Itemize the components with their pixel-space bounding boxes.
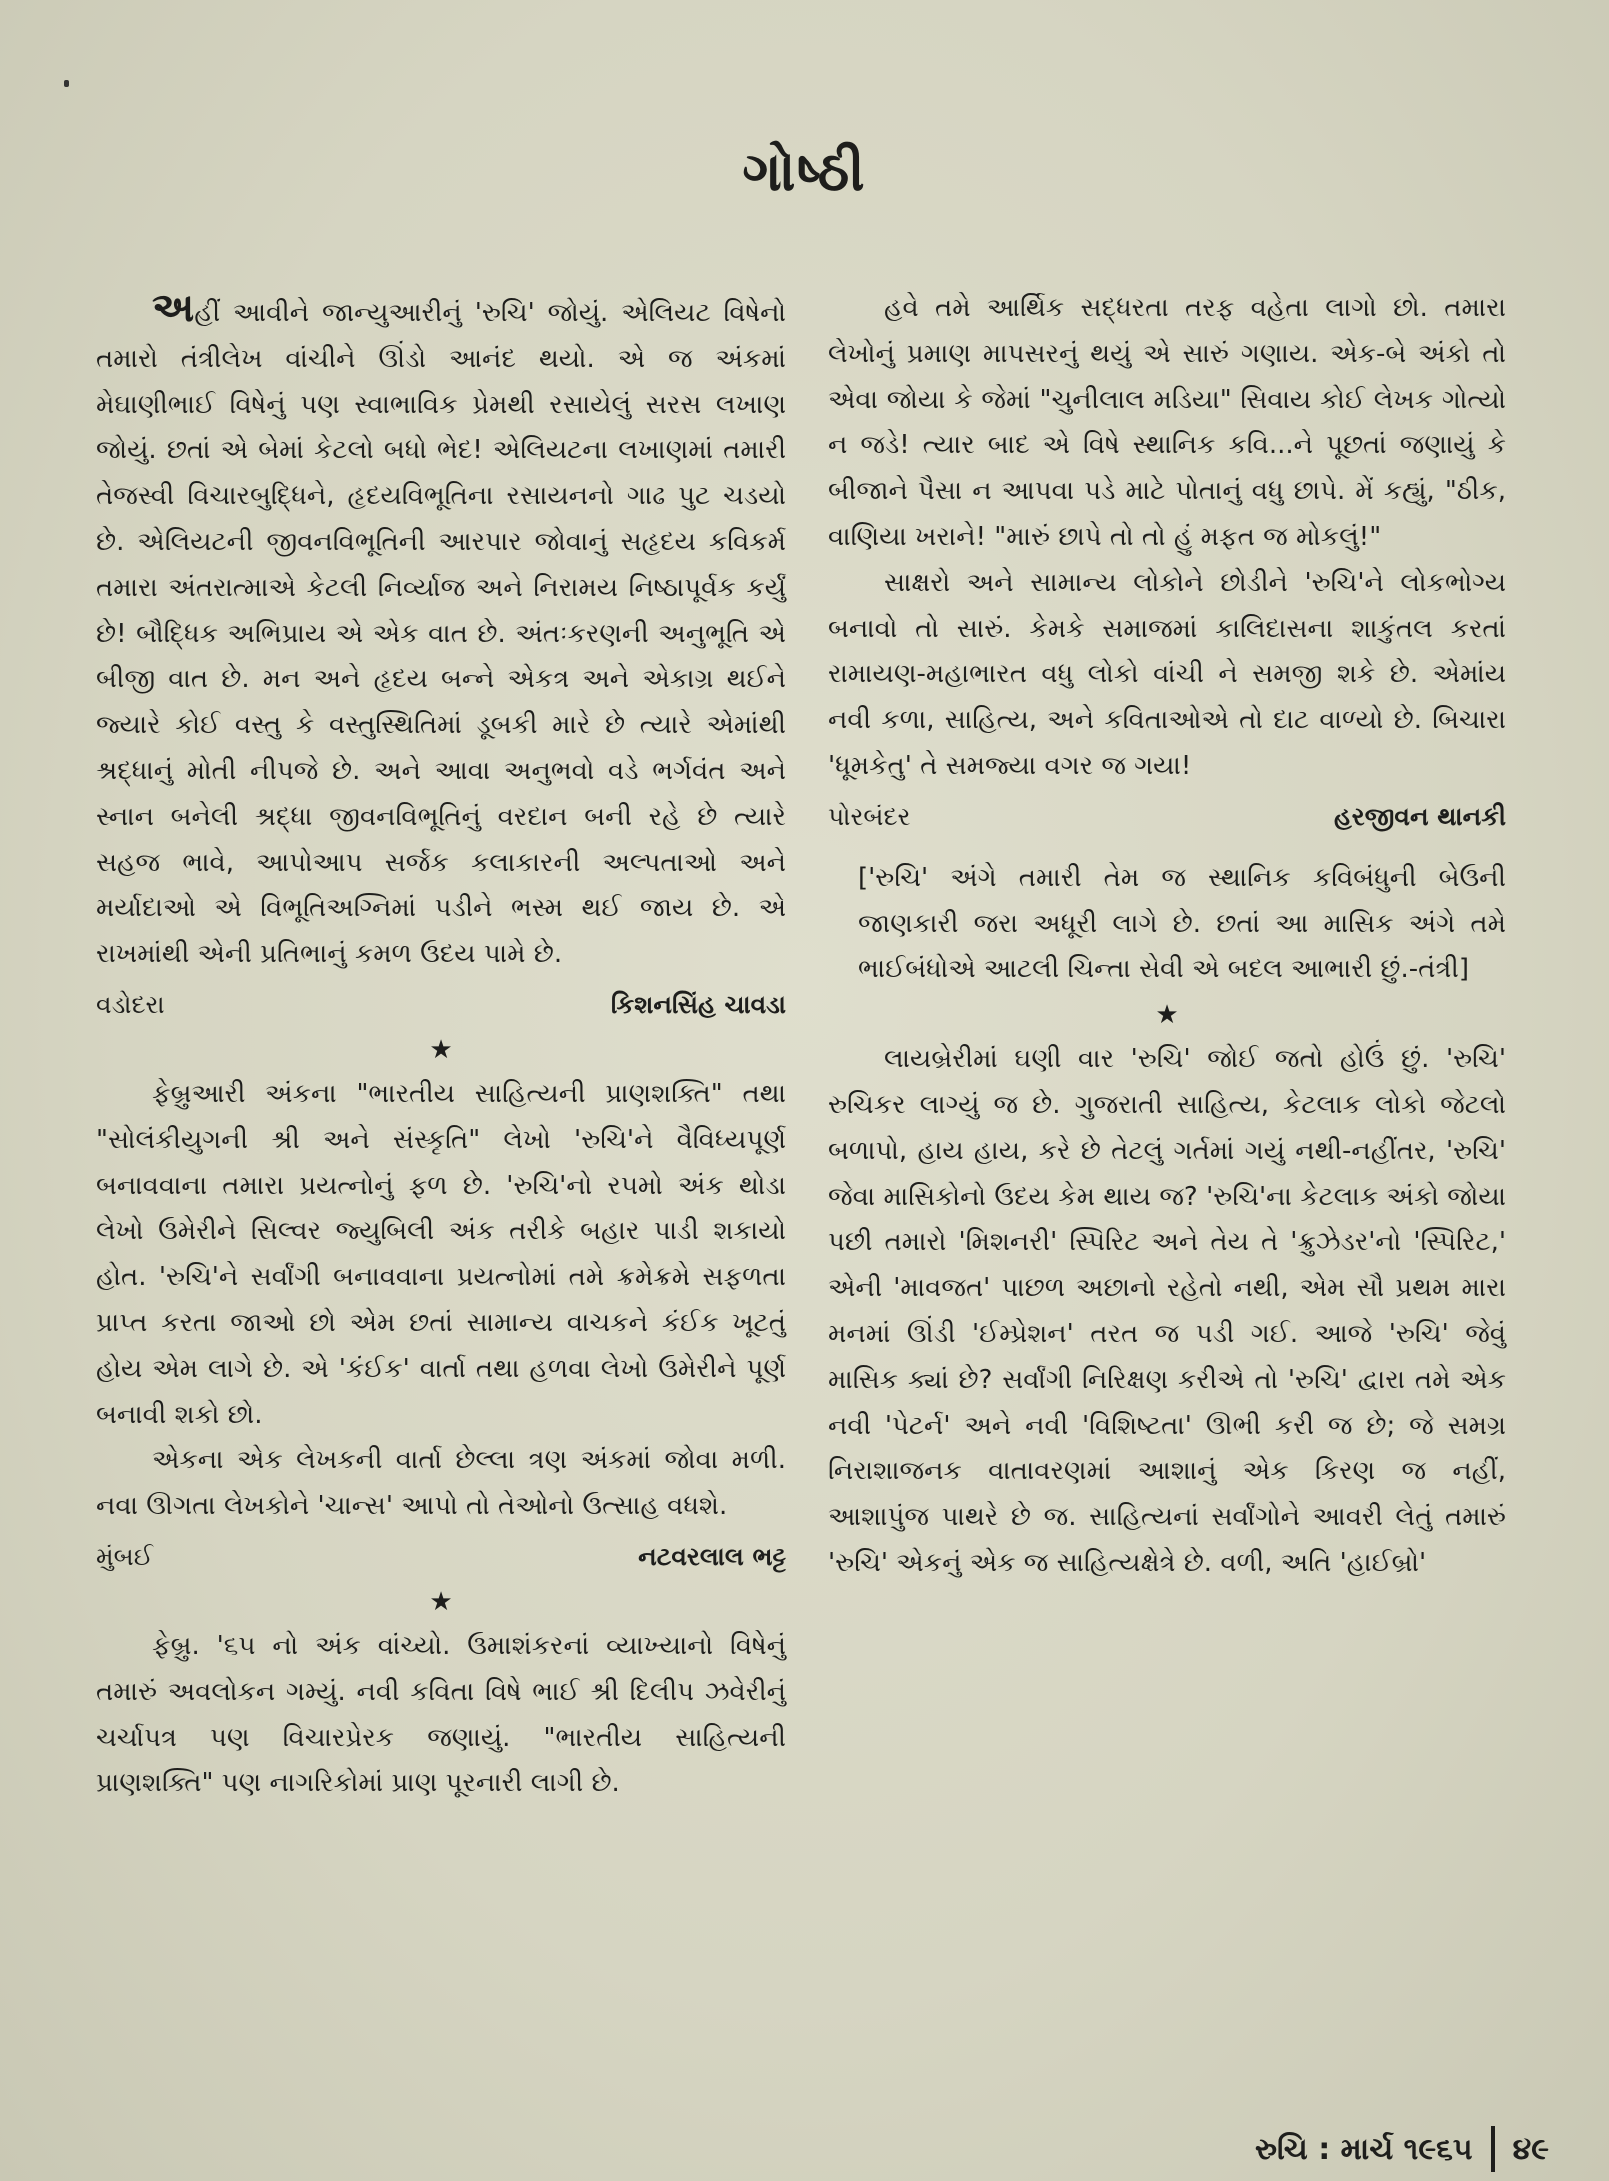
star-separator: ★ bbox=[429, 1586, 453, 1617]
letter-4 bbox=[828, 1037, 1506, 1587]
letter-3-continued bbox=[828, 286, 1506, 840]
letter-place: વડોદરા bbox=[96, 989, 165, 1019]
letter-2 bbox=[96, 1072, 786, 1580]
letter-place: મુંબઈ bbox=[96, 1541, 154, 1571]
letter-paragraph: સાક્ષરો અને સામાન્ય લોકોને છોડીને 'રુચિ'ને લોકભોગ્ય બનાવો તો સારું. કેમકે સમાજમાં કાલિદાસના શાકુંતલ કરતાં રામાયણ-મહાભારત વધુ લોકો વાંચી ને સમજી શકે છે. એમાંય નવી કળા, સાહિત્ય, અને કવિતાઓએ તો દાટ વાળ્યો છે. બિચારા 'ધૂમકેતુ' તે સમજ્યા વગર જ ગયા! bbox=[828, 567, 1506, 781]
page-number: ૪૯ bbox=[1512, 2131, 1549, 2167]
right-column bbox=[828, 286, 1506, 1587]
letter-paragraph: હવે તમે આર્થિક સદ્ધરતા તરફ વહેતા લાગો છો. તમારા લેખોનું પ્રમાણ માપસરનું થયું એ સારું ગણાય. એક-બે અંકો તો એવા જોયા કે જેમાં "ચુનીલાલ મડિયા" સિવાય કોઈ લેખક ગોત્યો ન જડે! ત્યાર બાદ એ વિષે સ્થાનિક કવિ...ને પૂછતાં જણાયું કે બીજાને પૈસા ન આપવા પડે માટે પોતાનું વધુ છાપે. મેં કહ્યું, "ઠીક, વાણિયા ખરાને! "મારું છાપે તો તો હું મફત જ મોકલું!" bbox=[828, 293, 1506, 552]
letter-place: પોરબંદર bbox=[828, 801, 911, 831]
letter-paragraph: ફેબ્રુ. '૬૫ નો અંક વાંચ્યો. ઉમાશંકરનાં વ્યાખ્યાનો વિષેનું તમારું અવલોકન ગમ્યું. નવી કવિતા વિષે ભાઈ શ્રી દિલીપ ઝવેરીનું ચર્ચાપત્ર પણ વિચારપ્રેરક જણાયું. "ભારતીય સાહિત્યની પ્રાણશક્તિ" પણ નાગરિકોમાં પ્રાણ પૂરનારી લાગી છે. bbox=[96, 1630, 786, 1799]
page-title: ગોષ્ઠી bbox=[742, 140, 867, 203]
letter-author: હરજીવન થાનકી bbox=[1334, 801, 1506, 831]
letter-paragraph: લાયબ્રેરીમાં ઘણી વાર 'રુચિ' જોઈ જતો હોઉં છું. 'રુચિ' રુચિકર લાગ્યું જ છે. ગુજરાતી સાહિત્ય, કેટલાક લોકો જેટલો બળાપો, હાય હાય, કરે છે તેટલું ગર્તમાં ગયું નથી-નહીંતર, 'રુચિ' જેવા માસિકોનો ઉદય કેમ થાય જ? 'રુચિ'ના કેટલાક અંકો જોયા પછી તમારો 'મિશનરી' સ્પિરિટ અને તેય તે 'ક્રુઝેડર'નો 'સ્પિરિટ,' એની 'માવજત' પાછળ અછાનો રહેતો નથી, એમ સૌ પ્રથમ મારા મનમાં ઊંડી 'ઈમ્પ્રેશન' તરત જ પડી ગઈ. આજે 'રુચિ' જેવું માસિક ક્યાં છે? સર્વાંગી નિરિક્ષણ કરીએ તો 'રુચિ' દ્વારા તમે એક નવી 'પેટર્ન' અને નવી 'વિશિષ્ટતા' ઊભી કરી જ છે; જે સમગ્ર નિરાશાજનક વાતાવરણમાં આશાનું એક કિરણ જ નહીં, આશાપુંજ પાથરે છે જ. સાહિત્યનાં સર્વાંગોને આવરી લેતું તમારું 'રુચિ' એકનું એક જ સાહિત્યક્ષેત્રે છે. વળી, અતિ 'હાઈબ્રો' bbox=[828, 1044, 1506, 1578]
left-column bbox=[96, 286, 786, 1807]
letter-1 bbox=[96, 286, 786, 1028]
editor-note: ['રુચિ' અંગે તમારી તેમ જ સ્થાનિક કવિબંધુની બેઉની જાણકારી જરા અધૂરી લાગે છે. છતાં આ માસિક અંગે તમે ભાઈબંધોએ આટલી ચિન્તા સેવી એ બદલ આભારી છું.-તંત્રી] bbox=[858, 862, 1506, 985]
star-separator: ★ bbox=[429, 1034, 453, 1065]
letter-3-start bbox=[96, 1624, 786, 1807]
letter-paragraph: અહીં આવીને જાન્યુઆરીનું 'રુચિ' જોયું. એલિયટ વિષેનો તમારો તંત્રીલેખ વાંચીને ઊંડો આનંદ થયો. એ જ અંકમાં મેઘાણીભાઈ વિષેનું પણ સ્વાભાવિક પ્રેમથી રસાયેલું સરસ લખાણ જોયું. છતાં એ બેમાં કેટલો બધો ભેદ! એલિયટના લખાણમાં તમારી તેજસ્વી વિચારબુદ્ધિને, હૃદયવિભૂતિના રસાયનનો ગાઢ પુટ ચડયો છે. એલિયટની જીવનવિભૂતિની આરપાર જોવાનું સહૃદય કવિકર્મ તમારા અંતરાત્માએ કેટલી નિર્વ્યાજ અને નિરામય નિષ્ઠાપૂર્વક કર્યું છે! બૌદ્ધિક અભિપ્રાય એ એક વાત છે. અંતઃકરણની અનુભૂતિ એ બીજી વાત છે. મન અને હૃદય બન્ને એકત્ર અને એકાગ્ર થઈને જ્યારે કોઈ વસ્તુ કે વસ્તુસ્થિતિમાં ડૂબકી મારે છે ત્યારે એમાંથી શ્રદ્ધાનું મોતી નીપજે છે. અને આવા અનુભવો વડે ભર્ગવંત અને સ્નાન બનેલી શ્રદ્ધા જીવનવિભૂતિનું વરદાન બની રહે છે ત્યારે સહજ ભાવે, આપોઆપ સર્જક કલાકારની અલ્પતાઓ અને મર્યાદાઓ એ વિભૂતિઅગ્નિમાં પડીને ભસ્મ થઈ જાય છે. એ રાખમાંથી એની પ્રતિભાનું કમળ ઉદય પામે છે. bbox=[96, 285, 787, 970]
letter-signature bbox=[96, 982, 786, 1028]
footer-divider bbox=[1491, 2126, 1495, 2172]
letter-signature bbox=[96, 1534, 786, 1580]
star-separator: ★ bbox=[1155, 1000, 1179, 1031]
letter-signature bbox=[828, 794, 1506, 840]
page-footer bbox=[1255, 2126, 1549, 2172]
ink-speck bbox=[64, 80, 69, 87]
journal-issue: રુચિ : માર્ચ ૧૯૬૫ bbox=[1255, 2131, 1473, 2167]
letter-paragraph: ફેબ્રુઆરી અંકના "ભારતીય સાહિત્યની પ્રાણશક્તિ" તથા "સોલંકીયુગની શ્રી અને સંસ્કૃતિ" લેખો 'રુચિ'ને વૈવિધ્યપૂર્ણ બનાવવાના તમારા પ્રયત્નોનું ફળ છે. 'રુચિ'નો ર૫મો અંક થોડા લેખો ઉમેરીને સિલ્વર જ્યુબિલી અંક તરીકે બહાર પાડી શકાયો હોત. 'રુચિ'ને સર્વાંગી બનાવવાના પ્રયત્નોમાં તમે ક્રમેક્રમે સફળતા પ્રાપ્ત કરતા જાઓ છો એમ છતાં સામાન્ય વાચકને કંઈક ખૂટતું હોય એમ લાગે છે. એ 'કંઈક' વાર્તા તથા હળવા લેખો ઉમેરીને પૂર્ણ બનાવી શકો છો. bbox=[96, 1078, 786, 1430]
letter-author: નટવરલાલ ભટ્ટ bbox=[638, 1541, 786, 1571]
letter-author: કિશનસિંહ ચાવડા bbox=[610, 989, 786, 1019]
letter-paragraph: એકના એક લેખકની વાર્તા છેલ્લા ત્રણ અંકમાં જોવા મળી. નવા ઊગતા લેખકોને 'ચાન્સ' આપો તો તેઓનો ઉત્સાહ વધશે. bbox=[96, 1445, 786, 1522]
